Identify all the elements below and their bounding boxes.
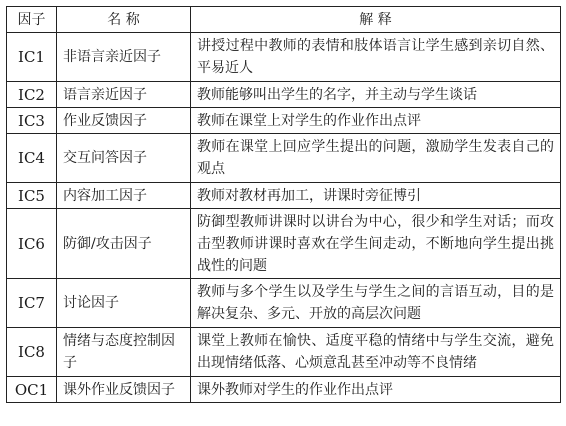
factor-code: IC5 [7,183,57,209]
table-row [7,82,561,108]
factor-desc: 课堂上教师在愉快、适度平稳的情绪中与学生交流，避免出现情绪低落、心烦意乱甚至冲动等不良情绪 [191,328,561,377]
factor-desc: 教师在课堂上对学生的作业作出点评 [191,108,561,134]
factor-desc: 教师与多个学生以及学生与学生之间的言语互动，目的是解决复杂、多元、开放的高层次问题 [191,279,561,328]
factor-desc: 讲授过程中教师的表情和肢体语言让学生感到亲切自然、平易近人 [191,33,561,82]
table-row [7,328,561,377]
header-name: 名 称 [57,7,191,33]
factor-name: 非语言亲近因子 [57,33,191,82]
factor-name: 作业反馈因子 [57,108,191,134]
factor-name: 防御/攻击因子 [57,209,191,279]
factor-name: 课外作业反馈因子 [57,377,191,403]
factor-table [6,6,561,403]
factor-desc: 教师能够叫出学生的名字，并主动与学生谈话 [191,82,561,108]
factor-name: 语言亲近因子 [57,82,191,108]
factor-name: 情绪与态度控制因子 [57,328,191,377]
header-code: 因子 [7,7,57,33]
factor-desc: 课外教师对学生的作业作出点评 [191,377,561,403]
factor-name: 讨论因子 [57,279,191,328]
factor-code: IC1 [7,33,57,82]
table-row [7,108,561,134]
factor-desc: 教师对教材再加工，讲课时旁征博引 [191,183,561,209]
factor-code: IC2 [7,82,57,108]
factor-code: IC6 [7,209,57,279]
table-row [7,134,561,183]
factor-desc: 教师在课堂上回应学生提出的问题，激励学生发表自己的观点 [191,134,561,183]
factor-code: IC4 [7,134,57,183]
table-row [7,33,561,82]
factor-desc: 防御型教师讲课时以讲台为中心，很少和学生对话；而攻击型教师讲课时喜欢在学生间走动，不断地向学生提出挑战性的问题 [191,209,561,279]
factor-name: 内容加工因子 [57,183,191,209]
factor-code: IC8 [7,328,57,377]
table-row [7,377,561,403]
factor-name: 交互问答因子 [57,134,191,183]
header-desc: 解 释 [191,7,561,33]
factor-code: IC3 [7,108,57,134]
table-row [7,183,561,209]
factor-code: OC1 [7,377,57,403]
table-row [7,279,561,328]
header-row [7,7,561,33]
table-row [7,209,561,279]
factor-code: IC7 [7,279,57,328]
